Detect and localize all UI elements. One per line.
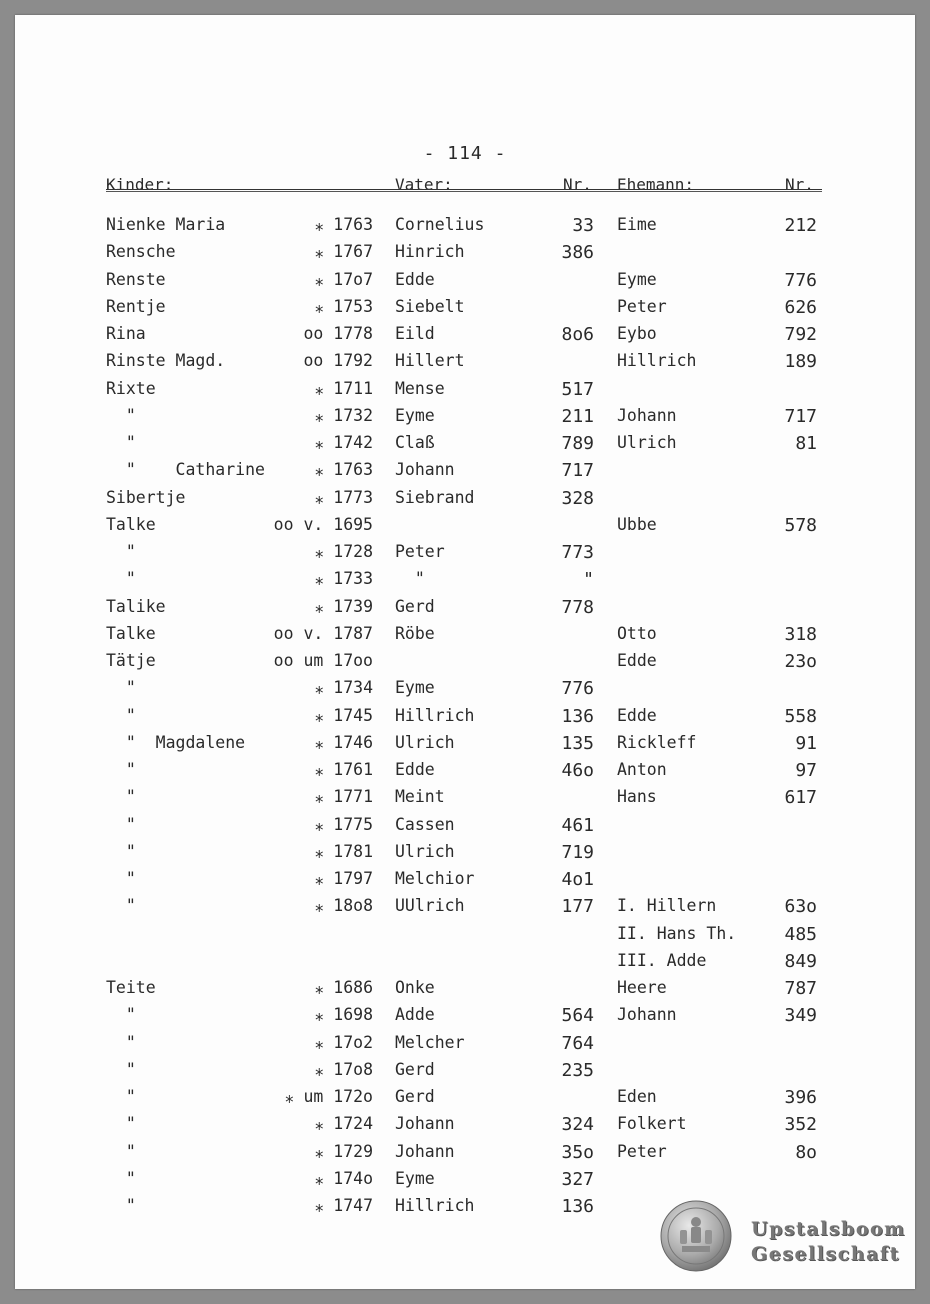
event-date: oo 1792 — [303, 351, 373, 371]
child-name: " — [106, 1032, 136, 1052]
father-name: Meint — [395, 787, 445, 807]
husband-name: Peter — [617, 296, 667, 316]
child-name: Sibertje — [106, 487, 186, 507]
table-row — [15, 733, 915, 760]
father-name: Siebelt — [395, 296, 465, 316]
event-date: ⁎ 1763 — [315, 460, 373, 480]
father-number: 136 — [561, 1196, 594, 1217]
father-number: 564 — [561, 1005, 594, 1027]
husband-name: Eybo — [617, 324, 657, 343]
watermark-text — [751, 1217, 906, 1267]
child-name: " — [106, 841, 136, 861]
child-name: " — [106, 1141, 136, 1161]
child-name: " — [106, 405, 136, 425]
father-name: Johann — [395, 460, 455, 480]
table-row — [15, 433, 915, 460]
watermark-line1: Upstalsboom — [751, 1218, 906, 1240]
table-row — [15, 297, 915, 324]
child-name: " — [106, 1087, 136, 1106]
father-number: 776 — [561, 678, 594, 700]
table-row — [15, 1142, 915, 1169]
father-number: 235 — [561, 1059, 594, 1081]
father-number: 386 — [561, 242, 594, 264]
event-date: ⁎ 1698 — [315, 1005, 373, 1025]
child-name: " Magdalene — [106, 732, 246, 752]
father-name: Hillrich — [395, 705, 475, 725]
child-name: " — [106, 896, 136, 916]
father-name: Claß — [395, 433, 435, 452]
child-name: " Catharine — [106, 460, 265, 480]
father-name: Johann — [395, 1114, 455, 1134]
husband-name: Edde — [617, 651, 657, 670]
table-row — [15, 924, 915, 951]
event-date: ⁎ 174o — [315, 1168, 373, 1188]
table-row — [15, 488, 915, 515]
child-name: " — [106, 433, 136, 452]
table-row — [15, 1169, 915, 1196]
table-row — [15, 351, 915, 378]
child-name: " — [106, 705, 136, 725]
table-row — [15, 542, 915, 569]
child-name: " — [106, 1196, 136, 1215]
table-row — [15, 815, 915, 842]
page-number: - 114 - — [423, 143, 507, 164]
father-name: Onke — [395, 978, 435, 997]
father-number: 517 — [561, 378, 594, 400]
father-name: Melcher — [395, 1032, 465, 1052]
table-row — [15, 760, 915, 787]
table-row — [15, 379, 915, 406]
child-name: " — [106, 787, 136, 807]
table-row — [15, 787, 915, 814]
child-name: Rixte — [106, 378, 156, 398]
watermark-line2: Gesellschaft — [751, 1243, 900, 1265]
husband-name: Edde — [617, 705, 657, 725]
husband-number: 91 — [795, 732, 817, 754]
husband-name: Folkert — [617, 1114, 687, 1134]
father-number: 324 — [561, 1114, 594, 1136]
father-name: Gerd — [395, 1087, 435, 1106]
event-date: ⁎ 18o8 — [315, 896, 373, 916]
table-row — [15, 896, 915, 923]
husband-name: II. Hans Th. — [617, 923, 737, 943]
event-date: ⁎ 1728 — [315, 542, 373, 561]
genealogy-table — [15, 215, 915, 1223]
father-name: Ulrich — [395, 841, 455, 861]
table-row — [15, 515, 915, 542]
father-number: 46o — [561, 760, 594, 781]
seal-icon — [660, 1200, 732, 1272]
father-name: Eyme — [395, 405, 435, 425]
father-name: Cornelius — [395, 215, 485, 234]
child-name: Rentje — [106, 296, 166, 316]
event-date: ⁎ 1746 — [315, 732, 373, 752]
husband-number: 626 — [784, 296, 817, 318]
husband-number: 485 — [784, 923, 817, 945]
father-number: " — [583, 569, 594, 591]
table-row — [15, 1087, 915, 1114]
father-name: Johann — [395, 1141, 455, 1161]
table-row — [15, 978, 915, 1005]
father-name: Röbe — [395, 623, 435, 643]
husband-number: 617 — [784, 787, 817, 809]
event-date: ⁎ 17o8 — [315, 1059, 373, 1079]
document-page — [15, 15, 915, 1289]
husband-name: Peter — [617, 1141, 667, 1161]
event-date: ⁎ 1711 — [315, 378, 373, 398]
husband-name: Heere — [617, 978, 667, 997]
husband-number: 776 — [784, 269, 817, 291]
child-name: Tätje — [106, 651, 156, 670]
table-row — [15, 678, 915, 705]
event-date: oo v. 1695 — [273, 514, 373, 534]
father-name: Gerd — [395, 596, 435, 616]
husband-number: 396 — [784, 1087, 817, 1108]
father-name: " — [395, 569, 425, 589]
husband-number: 97 — [795, 760, 817, 781]
table-row — [15, 597, 915, 624]
table-row — [15, 842, 915, 869]
event-date: oo 1778 — [303, 324, 373, 343]
event-date: ⁎ 1734 — [315, 678, 373, 698]
event-date: ⁎ 1771 — [315, 787, 373, 807]
father-number: 719 — [561, 841, 594, 863]
husband-number: 578 — [784, 514, 817, 536]
event-date: ⁎ 1724 — [315, 1114, 373, 1134]
header-kinder: Kinder: — [106, 175, 174, 194]
table-row — [15, 651, 915, 678]
father-number: 773 — [561, 542, 594, 563]
event-date: ⁎ 1739 — [315, 596, 373, 616]
child-name: Talike — [106, 596, 166, 616]
child-name: " — [106, 814, 136, 834]
father-name: Ulrich — [395, 732, 455, 752]
father-name: Edde — [395, 760, 435, 779]
table-row — [15, 624, 915, 651]
table-row — [15, 1114, 915, 1141]
father-number: 328 — [561, 487, 594, 509]
husband-number: 23o — [784, 651, 817, 672]
child-name: Renste — [106, 269, 166, 289]
father-name: Hillrich — [395, 1196, 475, 1215]
husband-number: 849 — [784, 950, 817, 972]
father-name: Peter — [395, 542, 445, 561]
header-nr-ehemann: Nr. — [785, 175, 814, 194]
husband-number: 792 — [784, 324, 817, 345]
husband-name: Eime — [617, 215, 657, 234]
father-name: Adde — [395, 1005, 435, 1025]
husband-number: 8o — [795, 1141, 817, 1163]
table-row — [15, 869, 915, 896]
husband-name: Hillrich — [617, 351, 697, 371]
father-number: 461 — [561, 814, 594, 836]
husband-name: Hans — [617, 787, 657, 807]
child-name: " — [106, 542, 136, 561]
table-row — [15, 1060, 915, 1087]
husband-name: Otto — [617, 623, 657, 643]
child-name: " — [106, 1005, 136, 1025]
child-name: Talke — [106, 514, 156, 534]
father-number: 778 — [561, 596, 594, 618]
child-name: Rinste Magd. — [106, 351, 226, 371]
event-date: ⁎ 1761 — [315, 760, 373, 779]
father-number: 8o6 — [561, 324, 594, 345]
child-name: " — [106, 678, 136, 698]
child-name: " — [106, 1059, 136, 1079]
event-date: ⁎ 1686 — [315, 978, 373, 997]
event-date: ⁎ 1775 — [315, 814, 373, 834]
event-date: ⁎ 1745 — [315, 705, 373, 725]
event-date: ⁎ 1729 — [315, 1141, 373, 1161]
husband-name: Rickleff — [617, 732, 697, 752]
father-name: Melchior — [395, 869, 475, 888]
table-row — [15, 242, 915, 269]
father-name: Gerd — [395, 1059, 435, 1079]
husband-name: Johann — [617, 405, 677, 425]
husband-number: 63o — [784, 896, 817, 918]
event-date: ⁎ um 172o — [285, 1087, 373, 1106]
father-number: 35o — [561, 1141, 594, 1163]
father-name: Mense — [395, 378, 445, 398]
child-name: Nienke Maria — [106, 215, 226, 234]
event-date: ⁎ 1767 — [315, 242, 373, 262]
table-row — [15, 406, 915, 433]
child-name: " — [106, 1168, 136, 1188]
husband-number: 189 — [784, 351, 817, 373]
husband-number: 81 — [795, 433, 817, 454]
table-row — [15, 324, 915, 351]
husband-name: Johann — [617, 1005, 677, 1025]
father-number: 136 — [561, 705, 594, 727]
husband-number: 318 — [784, 623, 817, 645]
event-date: ⁎ 17o7 — [315, 269, 373, 289]
husband-name: Anton — [617, 760, 667, 779]
event-date: ⁎ 1763 — [315, 215, 373, 234]
husband-name: Eden — [617, 1087, 657, 1106]
husband-number: 787 — [784, 978, 817, 999]
child-name: Rensche — [106, 242, 176, 262]
header-vater: Vater: — [395, 175, 453, 194]
father-name: Hinrich — [395, 242, 465, 262]
child-name: Rina — [106, 324, 146, 343]
father-name: Siebrand — [395, 487, 475, 507]
child-name: Teite — [106, 978, 156, 997]
father-number: 135 — [561, 732, 594, 754]
event-date: ⁎ 17o2 — [315, 1032, 373, 1052]
child-name: " — [106, 869, 136, 888]
father-name: Eyme — [395, 1168, 435, 1188]
header-ehemann: Ehemann: — [617, 175, 695, 194]
husband-number: 717 — [784, 405, 817, 427]
table-row — [15, 569, 915, 596]
father-number: 177 — [561, 896, 594, 918]
father-number: 789 — [561, 433, 594, 454]
father-number: 33 — [572, 215, 594, 236]
table-row — [15, 270, 915, 297]
event-date: ⁎ 1753 — [315, 296, 373, 316]
event-date: ⁎ 1773 — [315, 487, 373, 507]
event-date: ⁎ 1781 — [315, 841, 373, 861]
father-number: 717 — [561, 460, 594, 482]
table-row — [15, 706, 915, 733]
child-name: " — [106, 1114, 136, 1134]
table-row — [15, 1033, 915, 1060]
table-row — [15, 460, 915, 487]
father-name: Hillert — [395, 351, 465, 371]
event-date: ⁎ 1733 — [315, 569, 373, 589]
father-name: Eyme — [395, 678, 435, 698]
event-date: ⁎ 1797 — [315, 869, 373, 888]
event-date: ⁎ 1742 — [315, 433, 373, 452]
father-name: UUlrich — [395, 896, 465, 916]
table-row — [15, 1005, 915, 1032]
event-date: oo v. 1787 — [273, 623, 373, 643]
father-name: Cassen — [395, 814, 455, 834]
header-rule — [106, 189, 822, 190]
header-nr-vater: Nr. — [563, 175, 592, 194]
father-number: 211 — [561, 405, 594, 427]
father-number: 764 — [561, 1032, 594, 1054]
husband-name: Ubbe — [617, 514, 657, 534]
husband-number: 352 — [784, 1114, 817, 1136]
child-name: Talke — [106, 623, 156, 643]
husband-number: 349 — [784, 1005, 817, 1027]
husband-name: Eyme — [617, 269, 657, 289]
child-name: " — [106, 569, 136, 589]
husband-number: 558 — [784, 705, 817, 727]
husband-name: III. Adde — [617, 950, 707, 970]
father-name: Edde — [395, 269, 435, 289]
father-number: 327 — [561, 1168, 594, 1190]
table-row — [15, 951, 915, 978]
event-date: ⁎ 1747 — [315, 1196, 373, 1215]
husband-name: I. Hillern — [617, 896, 717, 916]
husband-number: 212 — [784, 215, 817, 236]
event-date: oo um 17oo — [273, 651, 373, 670]
header-rule-second — [106, 191, 822, 192]
father-number: 4o1 — [561, 869, 594, 890]
table-row — [15, 215, 915, 242]
event-date: ⁎ 1732 — [315, 405, 373, 425]
child-name: " — [106, 760, 136, 779]
husband-name: Ulrich — [617, 433, 677, 452]
father-name: Eild — [395, 324, 435, 343]
